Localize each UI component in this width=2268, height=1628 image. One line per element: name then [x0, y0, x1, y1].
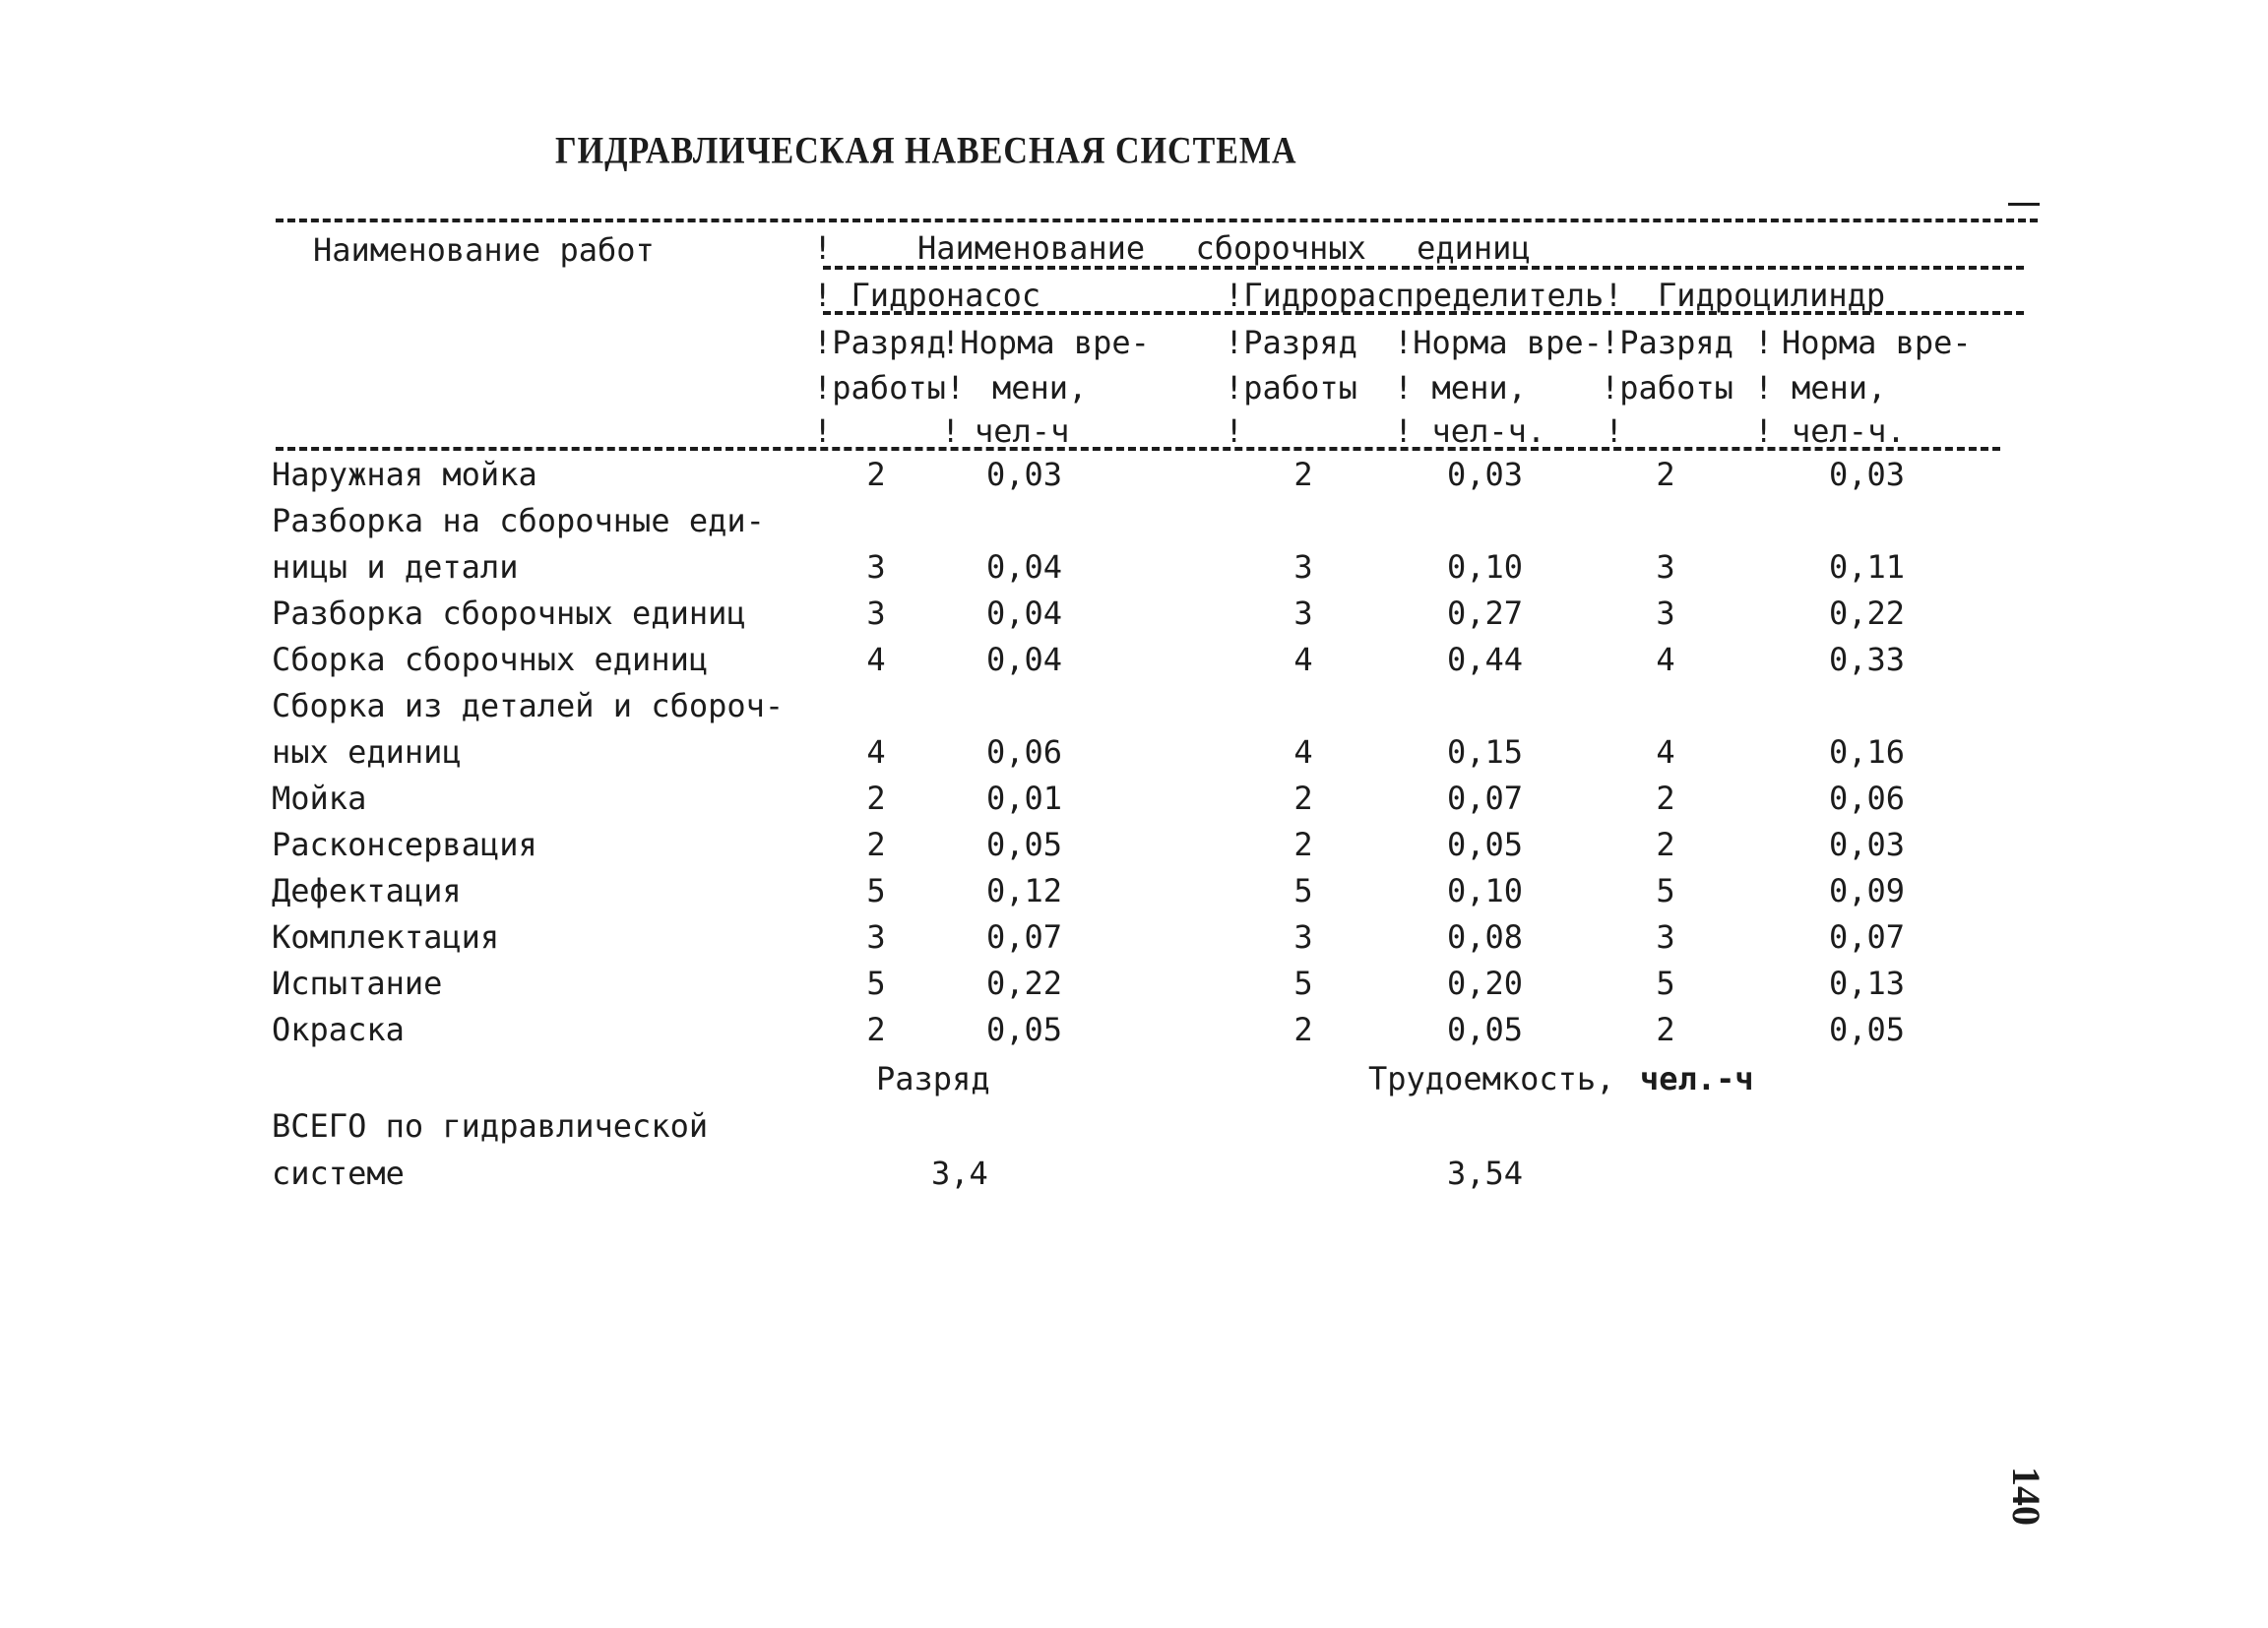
row-cell-r1: 3	[866, 918, 886, 956]
header-bang: !	[813, 229, 833, 267]
row-cell-n3: 0,05	[1829, 1011, 1906, 1048]
row-name-line: ных единиц	[272, 733, 462, 771]
row-cell-r2: 5	[1293, 965, 1313, 1002]
row-name-line: Сборка сборочных единиц	[272, 641, 709, 678]
header-c2-norm-l1: !Норма вре-	[1394, 324, 1603, 361]
header-c1-rank-l2: !работы!	[813, 369, 966, 407]
row-name-line: Дефектация	[272, 872, 462, 909]
summary-rank-value: 3,4	[931, 1155, 988, 1192]
header-c1-norm-l1: !Норма вре-	[941, 324, 1150, 361]
header-c1-norm-l3: чел-ч	[975, 412, 1070, 450]
header-c2-rank-l2: !работы	[1225, 369, 1357, 407]
row-cell-n2: 0,08	[1447, 918, 1524, 956]
row-cell-r3: 4	[1656, 641, 1675, 678]
row-cell-r1: 2	[866, 780, 886, 817]
row-cell-r2: 2	[1293, 1011, 1313, 1048]
row-cell-r1: 5	[866, 872, 886, 909]
row-cell-n1: 0,05	[986, 1011, 1063, 1048]
header-c3-norm-l2: мени,	[1792, 369, 1887, 407]
row-cell-r2: 3	[1293, 595, 1313, 632]
row-cell-r1: 2	[866, 826, 886, 863]
document-title: ГИДРАВЛИЧЕСКАЯ НАВЕСНАЯ СИСТЕМА	[555, 130, 1297, 172]
row-name-line: Разборка на сборочные еди-	[272, 502, 765, 539]
header-c2-norm-l3: ! чел-ч.	[1394, 412, 1546, 450]
row-name-line: Мойка	[272, 780, 367, 817]
row-cell-r1: 2	[866, 456, 886, 493]
row-cell-r3: 3	[1656, 918, 1675, 956]
row-cell-r1: 3	[866, 595, 886, 632]
row-cell-n1: 0,04	[986, 595, 1063, 632]
row-name-line: ницы и детали	[272, 548, 519, 586]
row-cell-n2: 0,10	[1447, 872, 1524, 909]
row-cell-n1: 0,04	[986, 548, 1063, 586]
header-c1-bang-b: !	[941, 412, 961, 450]
row-cell-r3: 2	[1656, 826, 1675, 863]
row-cell-r3: 2	[1656, 780, 1675, 817]
row-cell-n1: 0,04	[986, 641, 1063, 678]
row-cell-r1: 2	[866, 1011, 886, 1048]
row-cell-n1: 0,22	[986, 965, 1063, 1002]
row-cell-r2: 4	[1293, 733, 1313, 771]
header-c3-norm-l1: Норма вре-	[1782, 324, 1972, 361]
row-cell-n2: 0,07	[1447, 780, 1524, 817]
header-bottom-rule	[276, 447, 2000, 451]
row-cell-n2: 0,44	[1447, 641, 1524, 678]
table-top-rule-tick	[2008, 203, 2040, 206]
header-c2-bang-c: !	[1225, 412, 1244, 450]
row-cell-n2: 0,10	[1447, 548, 1524, 586]
row-cell-n2: 0,05	[1447, 826, 1524, 863]
summary-labor-value: 3,54	[1447, 1155, 1524, 1192]
row-cell-n2: 0,27	[1447, 595, 1524, 632]
row-cell-r2: 3	[1293, 918, 1313, 956]
row-cell-r1: 4	[866, 641, 886, 678]
row-name-line: Разборка сборочных единиц	[272, 595, 746, 632]
row-cell-r2: 4	[1293, 641, 1313, 678]
header-c2-norm-l2: ! мени,	[1394, 369, 1527, 407]
header-c3-bang-f: !	[1754, 412, 1774, 450]
row-cell-r2: 2	[1293, 826, 1313, 863]
row-cell-r1: 3	[866, 548, 886, 586]
table-top-rule	[276, 219, 2038, 222]
header-c3-sep-2: !	[1754, 369, 1774, 407]
header-unit-distributor: !Гидрораспределитель!	[1225, 277, 1623, 314]
summary-total-label-l2: системе	[272, 1155, 405, 1192]
header-c3-rank-l1: !Разряд	[1601, 324, 1733, 361]
row-cell-r1: 5	[866, 965, 886, 1002]
header-c1-norm-l2: мени,	[992, 369, 1088, 407]
header-unit-cylinder: Гидроцилиндр	[1658, 277, 1886, 314]
row-name-line: Испытание	[272, 965, 443, 1002]
row-name-line: Окраска	[272, 1011, 405, 1048]
row-cell-n1: 0,06	[986, 733, 1063, 771]
row-cell-r1: 4	[866, 733, 886, 771]
row-cell-r3: 5	[1656, 965, 1675, 1002]
header-c3-rank-l2: !работы	[1601, 369, 1733, 407]
header-units-subrule	[823, 311, 2024, 315]
summary-rank-label: Разряд	[876, 1060, 990, 1097]
header-c2-rank-l1: !Разряд	[1225, 324, 1357, 361]
row-name-line: Комплектация	[272, 918, 500, 956]
header-units-rule	[823, 266, 2024, 270]
header-c1-rank-l1: !Разряд	[813, 324, 946, 361]
row-cell-r3: 2	[1656, 1011, 1675, 1048]
row-cell-r2: 5	[1293, 872, 1313, 909]
row-cell-n2: 0,03	[1447, 456, 1524, 493]
row-cell-n3: 0,33	[1829, 641, 1906, 678]
row-cell-r3: 5	[1656, 872, 1675, 909]
row-cell-n3: 0,03	[1829, 456, 1906, 493]
header-c1-bang-a: !	[813, 412, 833, 450]
row-cell-n3: 0,07	[1829, 918, 1906, 956]
row-name-line: Сборка из деталей и сбороч-	[272, 687, 785, 724]
summary-total-label-l1: ВСЕГО по гидравлической	[272, 1107, 709, 1145]
header-unit-pump: ! Гидронасос	[813, 277, 1041, 314]
row-cell-r3: 3	[1656, 548, 1675, 586]
header-units-group: Наименование сборочных единиц	[917, 229, 1531, 267]
summary-labor-label: Трудоемкость,	[1368, 1060, 1615, 1097]
row-cell-n3: 0,22	[1829, 595, 1906, 632]
row-cell-r3: 3	[1656, 595, 1675, 632]
row-cell-n1: 0,01	[986, 780, 1063, 817]
header-works-name: Наименование работ	[313, 231, 655, 269]
row-cell-n3: 0,09	[1829, 872, 1906, 909]
row-cell-r3: 2	[1656, 456, 1675, 493]
row-cell-n3: 0,11	[1829, 548, 1906, 586]
row-cell-n2: 0,20	[1447, 965, 1524, 1002]
row-cell-n3: 0,03	[1829, 826, 1906, 863]
row-cell-n1: 0,05	[986, 826, 1063, 863]
row-name-line: Наружная мойка	[272, 456, 537, 493]
header-c3-bang-e: !	[1605, 412, 1624, 450]
summary-labor-unit: чел.-ч	[1640, 1060, 1754, 1097]
row-name-line: Расконсервация	[272, 826, 537, 863]
row-cell-n1: 0,03	[986, 456, 1063, 493]
row-cell-r2: 2	[1293, 780, 1313, 817]
header-c3-norm-l3: чел-ч.	[1792, 412, 1906, 450]
row-cell-r3: 4	[1656, 733, 1675, 771]
row-cell-n2: 0,15	[1447, 733, 1524, 771]
page-number: 140	[2004, 1467, 2048, 1526]
header-c3-sep-1: !	[1754, 324, 1774, 361]
row-cell-n3: 0,13	[1829, 965, 1906, 1002]
row-cell-n1: 0,07	[986, 918, 1063, 956]
row-cell-r2: 2	[1293, 456, 1313, 493]
row-cell-n3: 0,16	[1829, 733, 1906, 771]
row-cell-n2: 0,05	[1447, 1011, 1524, 1048]
row-cell-n1: 0,12	[986, 872, 1063, 909]
row-cell-r2: 3	[1293, 548, 1313, 586]
row-cell-n3: 0,06	[1829, 780, 1906, 817]
